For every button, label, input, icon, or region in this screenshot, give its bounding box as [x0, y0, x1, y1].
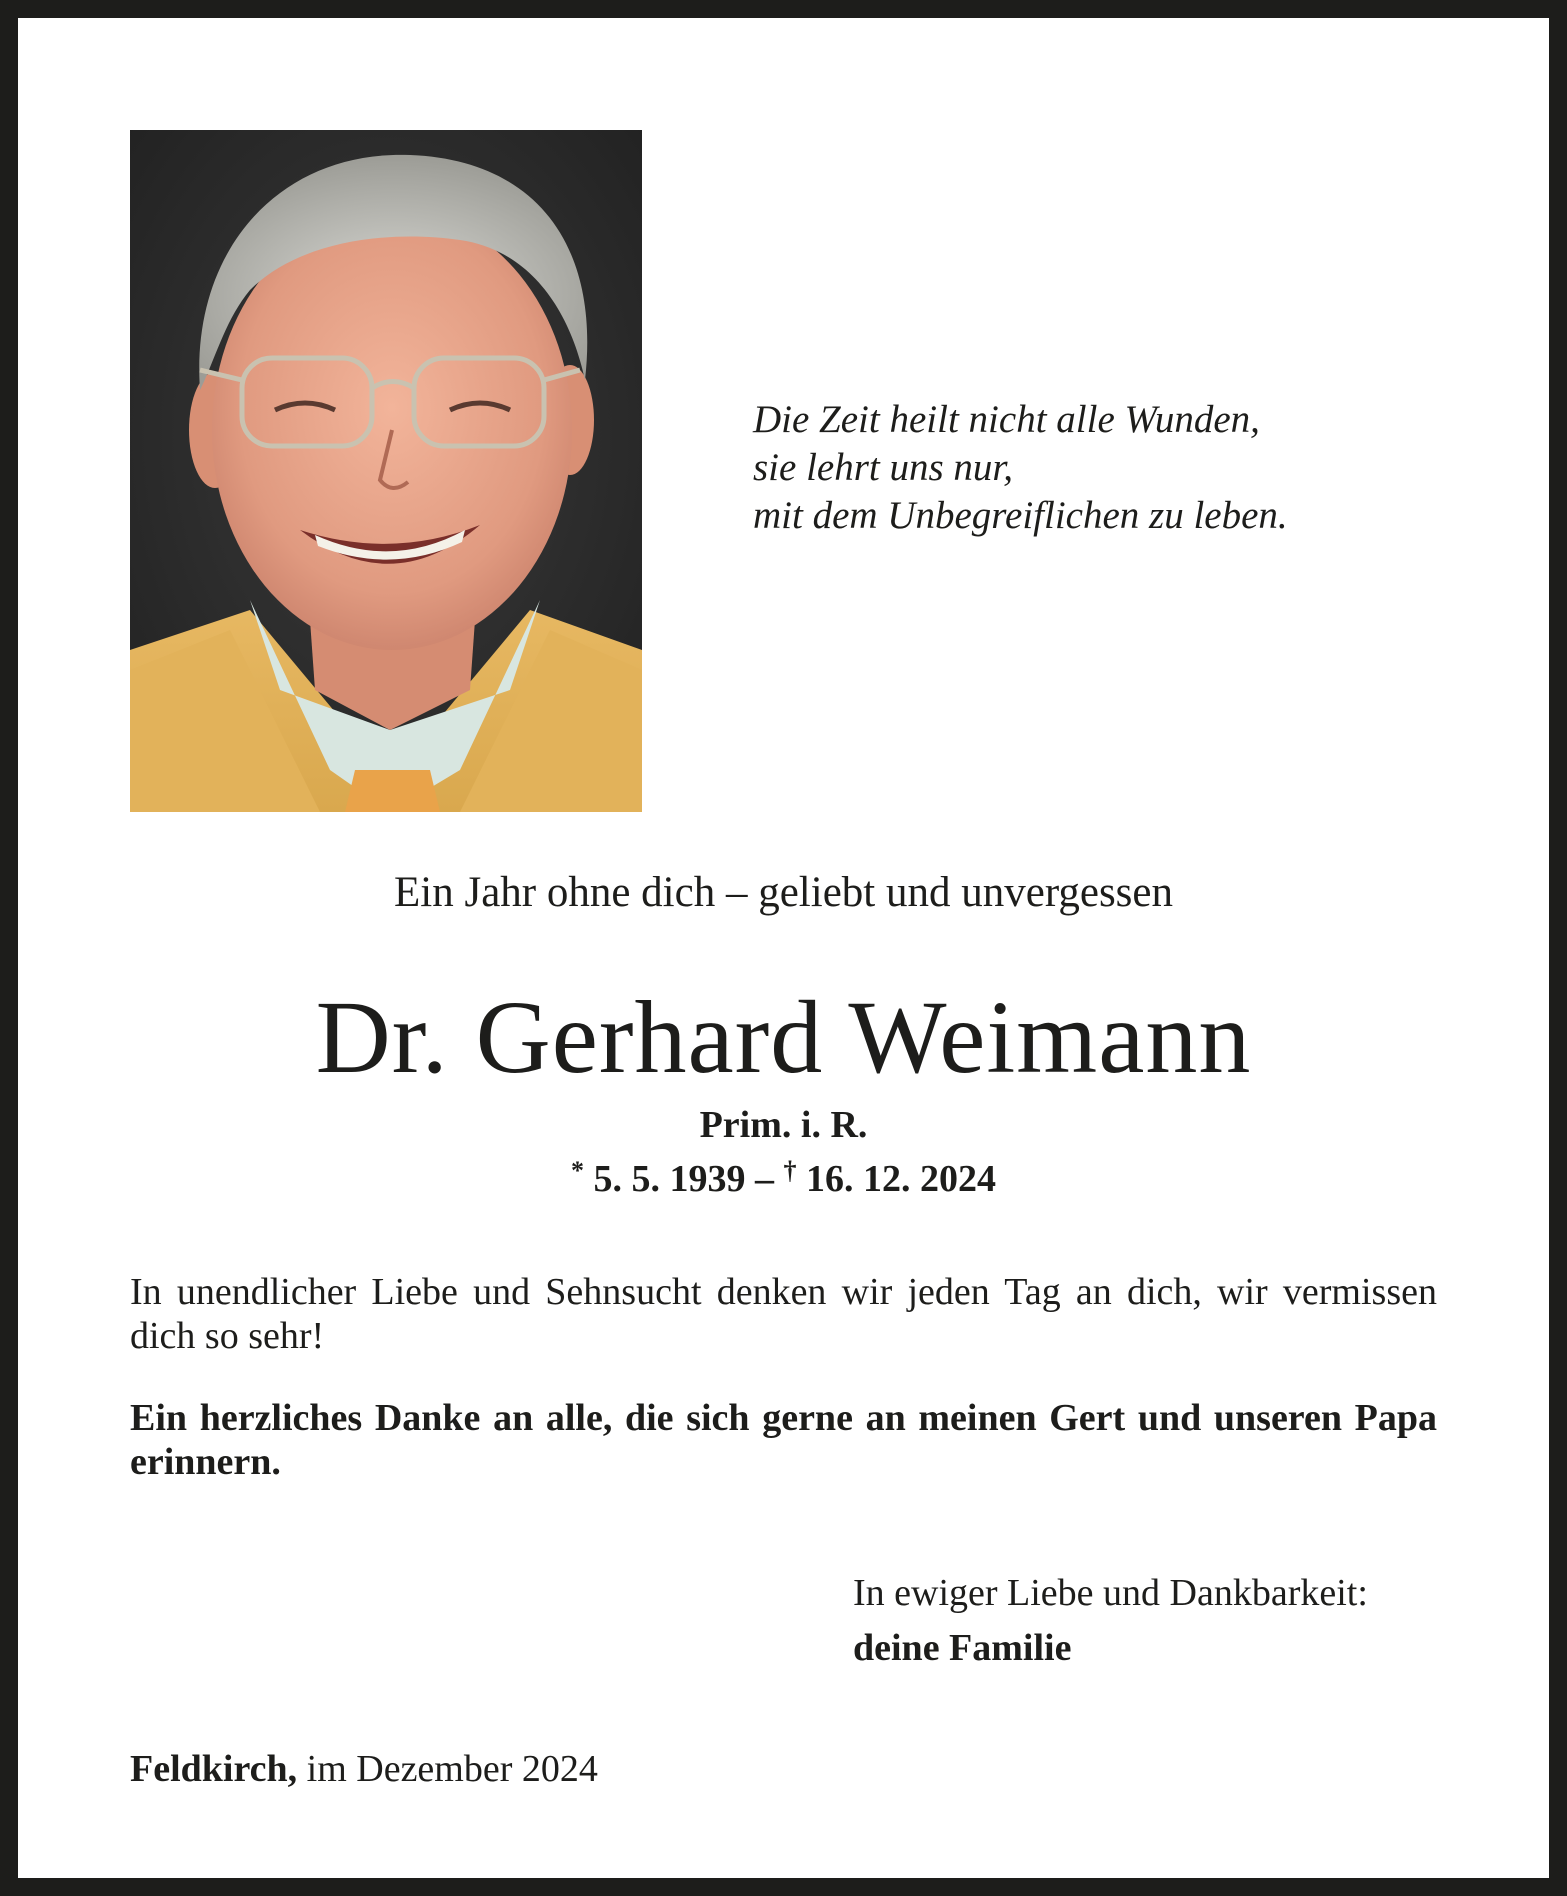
memorial-quote: [753, 396, 1453, 540]
death-symbol: †: [783, 1156, 797, 1185]
thanks-paragraph: Ein herzliches Danke an alle, die sich gerne an meinen Gert und unseren Papa erinnern.: [130, 1397, 1437, 1483]
portrait-image: [130, 130, 642, 812]
closing-signature: [853, 1566, 1453, 1676]
birth-symbol: *: [571, 1156, 584, 1185]
quote-line-2: sie lehrt uns nur,: [753, 446, 1014, 489]
quote-line-3: mit dem Unbegreiflichen zu leben.: [753, 494, 1288, 537]
birth-date: 5. 5. 1939: [593, 1158, 746, 1200]
place-date: [130, 1744, 598, 1794]
memorial-paragraph: In unendlicher Liebe und Sehnsucht denken wir jeden Tag an dich, wir vermissen dich so sehr!: [130, 1271, 1437, 1357]
place-city: Feldkirch,: [130, 1748, 298, 1790]
dates-separator: –: [745, 1158, 784, 1200]
deceased-name: Dr. Gerhard Weimann: [315, 980, 1252, 1095]
closing-line: In ewiger Liebe und Dankbarkeit:: [853, 1572, 1368, 1614]
quote-line-1: Die Zeit heilt nicht alle Wunden,: [753, 398, 1260, 441]
death-date: 16. 12. 2024: [806, 1158, 996, 1200]
deceased-title: Prim. i. R.: [699, 1104, 868, 1146]
subheading: Ein Jahr ohne dich – geliebt und unvergessen: [394, 869, 1173, 916]
place-month: im Dezember 2024: [297, 1748, 598, 1790]
signature-family: deine Familie: [853, 1627, 1072, 1669]
portrait-photo: [130, 130, 642, 812]
life-dates: [0, 1146, 1567, 1204]
